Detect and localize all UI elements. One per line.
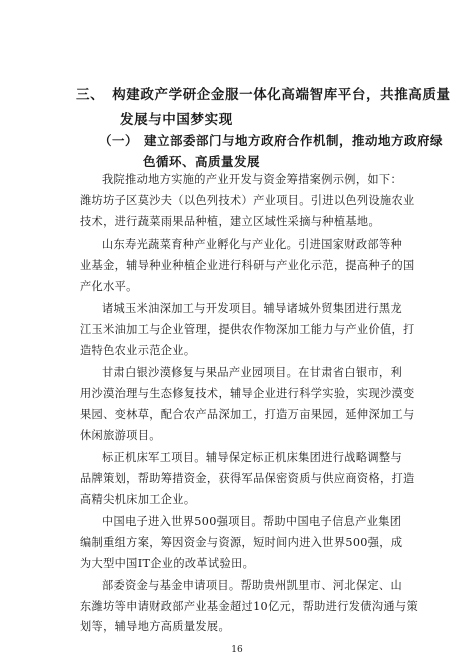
body-line: 潍坊坊子区莫沙夫（以色列技术）产业项目。引进以色列设施农业 <box>80 194 415 207</box>
body-line: 高精尖机床加工企业。 <box>80 493 196 506</box>
body-line: 编制重组方案，筹因资金与资源，短时间内进入世界500强，成 <box>80 536 403 549</box>
subsection-heading-line1 <box>99 131 443 149</box>
body-line: 划等，辅导地方高质量发展。 <box>80 620 230 633</box>
body-line: 技术，进行蔬菜雨果品种植，建立区域性采摘与种植基地。 <box>80 215 380 228</box>
subsection-number: （一） <box>99 133 139 148</box>
body-line: 休闲旅游项目。 <box>80 429 161 442</box>
body-line: 山东寿光蔬菜育种产业孵化与产业化。引进国家财政部等种 <box>102 238 402 251</box>
body-line: 标正机床军工项目。辅导保定标正机床集团进行战略调整与 <box>102 451 402 464</box>
subsection-title-line1: 建立部委部门与地方政府合作机制，推动地方政府绿 <box>144 133 444 148</box>
body-line: 品牌策划，帮助筹措资金，获得军品保密资质与供应商资格，打造 <box>80 472 415 485</box>
body-line: 部委资金与基金申请项目。帮助贵州凯里市、河北保定、山 <box>102 579 402 592</box>
body-line: 用沙漠治理与生态修复技术，辅导企业进行科学实验，实现沙漠变 <box>80 387 415 400</box>
page-number: 16 <box>231 645 243 655</box>
section-number: 三、 <box>76 87 105 103</box>
body-line: 诸城玉米油深加工与开发项目。辅导诸城外贸集团进行黑龙 <box>102 302 402 315</box>
body-line: 江玉米油加工与企业管理，提供农作物深加工能力与产业价值，打 <box>80 323 415 336</box>
body-line: 中国电子进入世界500强项目。帮助中国电子信息产业集团 <box>102 515 402 528</box>
body-line: 造特色农业示范企业。 <box>80 344 196 357</box>
body-line: 果园、变林草，配合农产品深加工，打造万亩果园，延伸深加工与 <box>80 408 415 421</box>
section-heading-line1 <box>76 83 451 103</box>
body-line: 产化水平。 <box>80 280 138 293</box>
body-line: 甘肃白银沙漠修复与果品产业园项目。在甘肃省白银市，利 <box>102 366 402 379</box>
body-line: 为大型中国IT企业的改革试验田。 <box>80 557 255 570</box>
section-title-line2: 发展与中国梦实现 <box>120 112 233 128</box>
subsection-title-line2: 色循环、高质量发展 <box>143 154 261 169</box>
body-line: 业基金，辅导种业种植企业进行科研与产业化示范，提高种子的国 <box>80 259 415 272</box>
section-title-line1: 构建政产学研企金服一体化高端智库平台，共推高质量 <box>112 87 451 103</box>
body-line: 东潍坊等申请财政部产业基金超过10亿元，帮助进行发债沟通与策 <box>80 600 418 613</box>
body-line: 我院推动地方实施的产业开发与资金筹措案例示例，如下： <box>102 173 402 186</box>
